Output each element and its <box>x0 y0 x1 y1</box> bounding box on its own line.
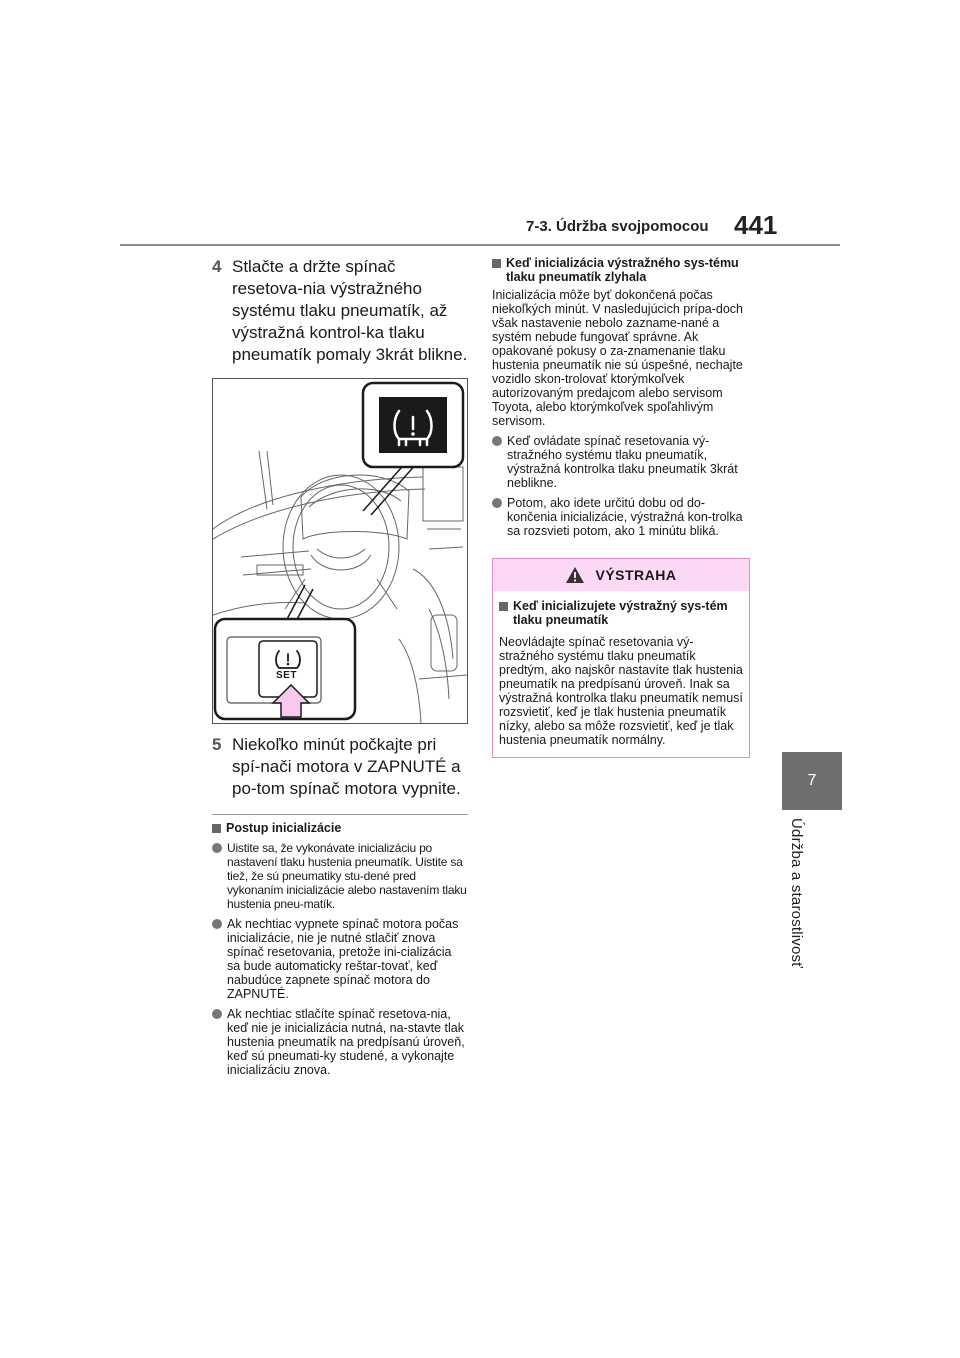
dashboard-drawing <box>213 379 467 723</box>
warning-header <box>493 559 749 591</box>
square-bullet-icon <box>492 259 501 268</box>
dashboard-illustration <box>212 378 468 724</box>
set-button-label: SET <box>276 670 297 681</box>
round-bullet-icon <box>212 1009 222 1019</box>
step-text: Niekoľko minút počkajte pri spí-nači motora v ZAPNUTÉ a po-tom spínač motora vypnite. <box>232 735 461 798</box>
init-heading <box>212 821 468 835</box>
step-number: 5 <box>212 735 222 754</box>
warning-box <box>492 558 750 758</box>
init-heading-text: Postup inicializácie <box>226 821 342 835</box>
round-bullet-icon <box>212 919 222 929</box>
square-bullet-icon <box>499 602 508 611</box>
list-item <box>212 1007 468 1077</box>
list-item-text: Ak nechtiac vypnete spínač motora počas inicializácie, nie je nutné stlačiť znova spínač resetovania, pretože ini-cializácia sa bude automaticky reštar-tovať, keď nabudúce zapnete spínač motora do ZAPNUTÉ. <box>227 917 459 1001</box>
warning-subheading <box>499 599 743 627</box>
fail-heading <box>492 256 750 284</box>
fail-heading-text: Keď inicializácia výstražného sys-tému tlaku pneumatík zlyhala <box>506 256 739 284</box>
list-item-text: Keď ovládate spínač resetovania vý-stražného systému tlaku pneumatík, výstražná kontrolka tlaku pneumatík 3krát neblikne. <box>507 434 738 490</box>
right-column <box>492 256 750 758</box>
warning-title: VÝSTRAHA <box>595 567 677 583</box>
square-bullet-icon <box>212 824 221 833</box>
step-number: 4 <box>212 257 222 276</box>
fail-paragraph: Inicializácia môže byť dokončená počas niekoľkých minút. V nasledujúcich prípa-doch však nastavenie nebolo zazname-nané a systém nebude fungovať správne. Ak opakované pokusy o za-znamenanie tlaku hustenia pneumatík nie sú úspešné, nechajte vozidlo skon-trolovať ktorýmkoľvek autorizovaným predajcom alebo servisom Toyota, alebo ktorýmkoľvek spoľahlivým servisom. <box>492 288 744 428</box>
round-bullet-icon <box>212 843 222 853</box>
section-title: 7-3. Údržba svojpomocou <box>526 218 709 235</box>
list-item <box>492 434 750 490</box>
header-divider <box>120 244 840 246</box>
step-5 <box>212 734 468 800</box>
list-item-text: Uistite sa, že vykonávate inicializáciu po nastavení tlaku hustenia pneumatík. Uistite sa tiež, že sú pneumatiky stu-dené pred vykonaním inicializácie alebo nastavením tlaku hustenia pneu-matík. <box>227 841 467 911</box>
warning-triangle-icon <box>565 566 585 584</box>
round-bullet-icon <box>492 498 502 508</box>
list-item-text: Potom, ako idete určitú dobu od do-končenia inicializácie, výstražná kon-trolka sa rozsvieti potom, ako 1 minútu bliká. <box>507 496 743 538</box>
warning-body <box>493 591 749 757</box>
left-column <box>212 256 468 1077</box>
list-item-text: Ak nechtiac stlačíte spínač resetova-nia, keď nie je inicializácia nutná, na-stavte tlak hustenia pneumatík na predpísanú úroveň, keď sú pneumati-ky studené, a vykonajte inicializáciu znova. <box>227 1007 465 1077</box>
section-divider <box>212 814 468 815</box>
chapter-label: Údržba a starostlivosť <box>788 818 805 969</box>
list-item <box>212 841 468 911</box>
warning-text: Neovládajte spínač resetovania vý-stražného systému tlaku pneumatík predtým, ako najskôr nastavíte tlak hustenia pneumatík na predpísanú úroveň. Inak sa výstražná kontrolka tlaku pneumatík nemusí rozsvietiť, keď je tlak hustenia pneumatík nízky, alebo sa môže rozsvietiť, keď je tlak hustenia pneumatík normálny. <box>499 635 743 747</box>
list-item <box>212 917 468 1001</box>
round-bullet-icon <box>492 436 502 446</box>
step-text: Stlačte a držte spínač resetova-nia výstražného systému tlaku pneumatík, až výstražná kontrol-ka tlaku pneumatík pomaly 3krát blikne. <box>232 257 468 364</box>
step-4 <box>212 256 468 366</box>
list-item <box>492 496 750 538</box>
warning-subheading-text: Keď inicializujete výstražný sys-tém tlaku pneumatík <box>513 599 728 627</box>
page-number: 441 <box>734 210 778 240</box>
chapter-tab: 7 <box>782 752 842 810</box>
